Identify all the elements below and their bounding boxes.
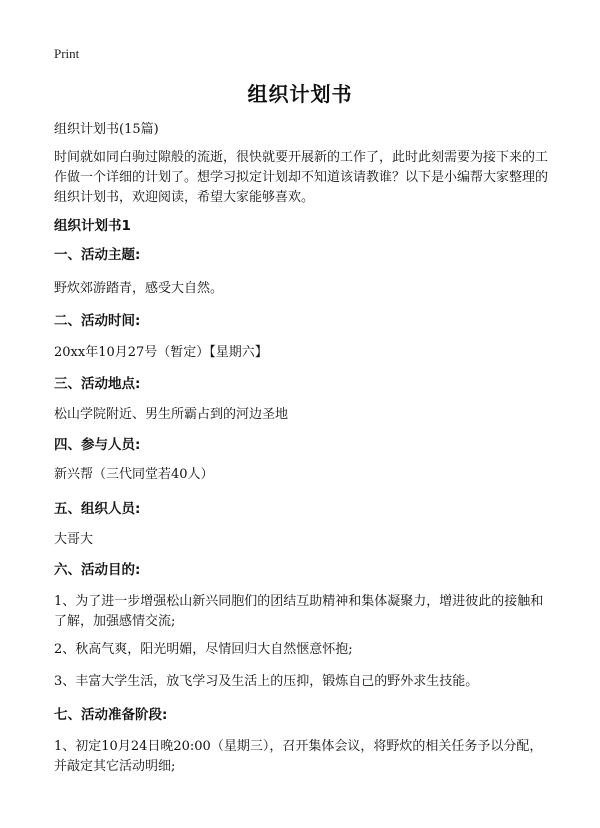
heading-organizers: 五、组织人员: xyxy=(54,501,141,517)
document-subtitle: 组织计划书(15篇) xyxy=(54,122,159,137)
heading-preparation: 七、活动准备阶段: xyxy=(54,707,168,723)
document-title: 组织计划书 xyxy=(247,82,353,106)
paragraph-purpose-3: 3、丰富大学生活，放飞学习及生活上的压抑，锻炼自己的野外求生技能。 xyxy=(54,674,479,689)
paragraph-purpose-2: 2、秋高气爽，阳光明媚，尽情回归大自然惬意怀抱; xyxy=(54,642,353,657)
print-link[interactable]: Print xyxy=(54,46,80,61)
section-title: 组织计划书1 xyxy=(54,218,131,234)
intro-paragraph: 时间就如同白驹过隙般的流逝，很快就要开展新的工作了，此时此刻需要为接下来的工作做一个详细的计划了。想学习拟定计划却不知道该请教谁？以下是小编帮大家整理的组织计划书，欢迎阅读，希望大家能够喜欢。 xyxy=(54,150,549,205)
heading-participants: 四、参与人员: xyxy=(54,437,141,453)
heading-time: 二、活动时间: xyxy=(54,313,141,329)
paragraph-time: 20xx年10月27号（暂定）【星期六】 xyxy=(54,345,268,360)
paragraph-location: 松山学院附近、男生所霸占到的河边圣地 xyxy=(54,407,289,422)
paragraph-organizers: 大哥大 xyxy=(54,532,94,547)
heading-theme: 一、活动主题: xyxy=(54,247,141,263)
heading-location: 三、活动地点: xyxy=(54,376,141,392)
paragraph-participants: 新兴帮（三代同堂若40人） xyxy=(54,467,214,482)
heading-purpose: 六、活动目的: xyxy=(54,562,141,578)
paragraph-theme: 野炊郊游踏青，感受大自然。 xyxy=(54,281,224,296)
paragraph-preparation-1: 1、初定10月24日晚20:00（星期三），召开集体会议，将野炊的相关任务予以分配，并敲定其它活动明细; xyxy=(54,739,543,774)
paragraph-purpose-1: 1、为了进一步增强松山新兴同胞们的团结互助精神和集体凝聚力，增进彼此的接触和了解，加强感情交流; xyxy=(54,594,544,629)
